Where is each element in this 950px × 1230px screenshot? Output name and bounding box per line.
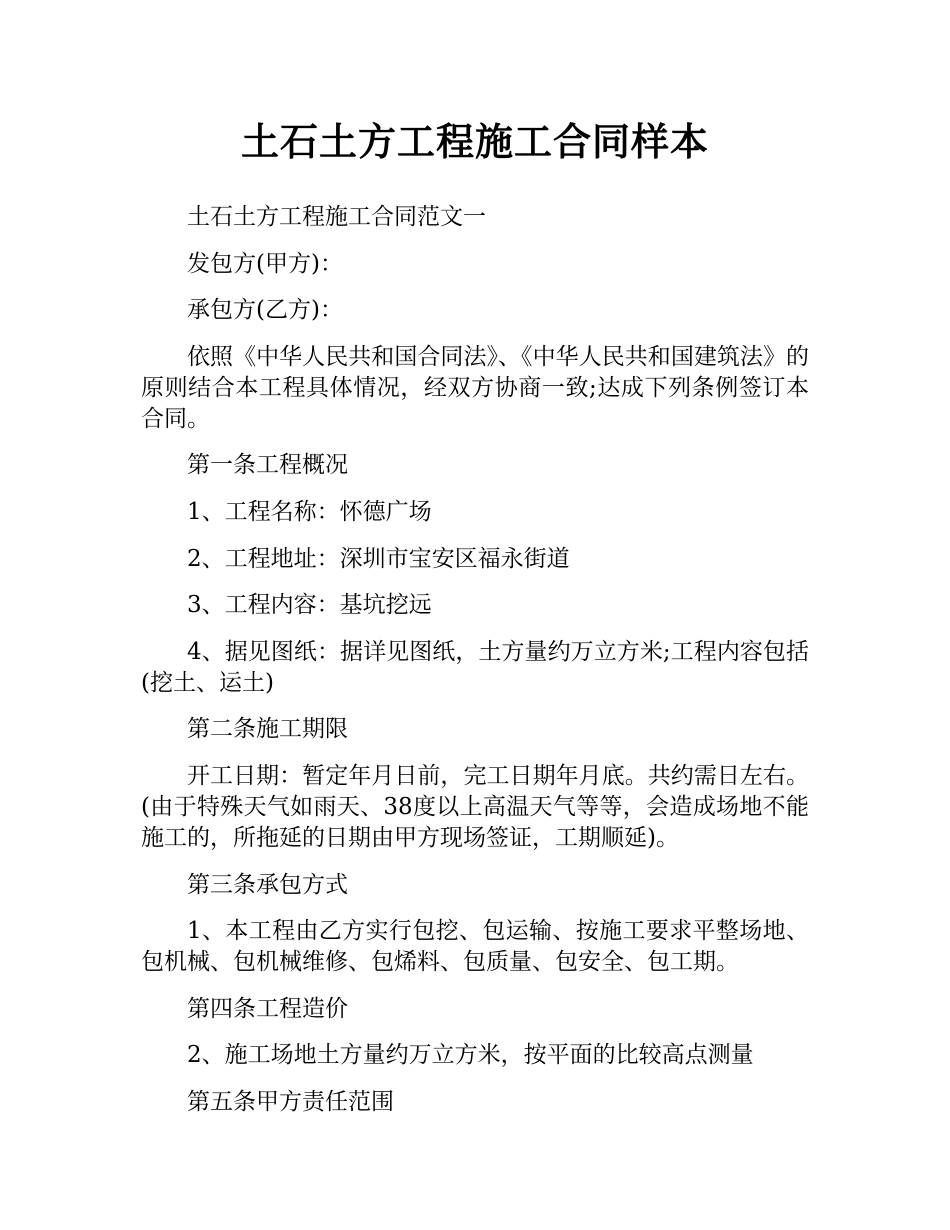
paragraph-contracting-method: 1、本工程由乙方实行包挖、包运输、按施工要求平整场地、包机械、包机械维修、包烯料、包质量、包安全、包工期。 <box>141 918 809 976</box>
paragraph-project-content: 3、工程内容：基坑挖远 <box>187 592 432 619</box>
article-5-heading: 第五条甲方责任范围 <box>187 1088 394 1115</box>
document-body <box>141 202 809 1134</box>
document-title: 土石土方工程施工合同样本 <box>240 120 709 164</box>
paragraph-project-address: 2、工程地址：深圳市宝安区福永街道 <box>187 545 570 572</box>
article-2-heading: 第二条施工期限 <box>187 716 348 743</box>
paragraph-legal-basis: 依照《中华人民共和国合同法》、《中华人民共和国建筑法》的原则结合本工程具体情况，经双方协商一致;达成下列条例签订本合同。 <box>141 343 809 432</box>
article-4-heading: 第四条工程造价 <box>187 995 348 1022</box>
paragraph-schedule: 开工日期：暂定年月日前，完工日期年月底。共约需日左右。(由于特殊天气如雨天、38度以上高温天气等等，会造成场地不能施工的，所拖延的日期由甲方现场签证，工期顺延)。 <box>141 762 809 851</box>
article-1-heading: 第一条工程概况 <box>187 452 348 479</box>
paragraph-project-name: 1、工程名称：怀德广场 <box>187 498 432 525</box>
article-3-heading: 第三条承包方式 <box>187 871 348 898</box>
paragraph-party-a: 发包方(甲方)： <box>187 250 343 277</box>
paragraph-party-b: 承包方(乙方)： <box>187 297 343 324</box>
paragraph-contract-sample-heading: 土石土方工程施工合同范文一 <box>187 204 486 230</box>
paragraph-drawings: 4、据见图纸：据详见图纸，土方量约万立方米;工程内容包括(挖土、运土) <box>141 638 809 696</box>
paragraph-cost-measurement: 2、施工场地土方量约万立方米，按平面的比较高点测量 <box>187 1042 754 1069</box>
